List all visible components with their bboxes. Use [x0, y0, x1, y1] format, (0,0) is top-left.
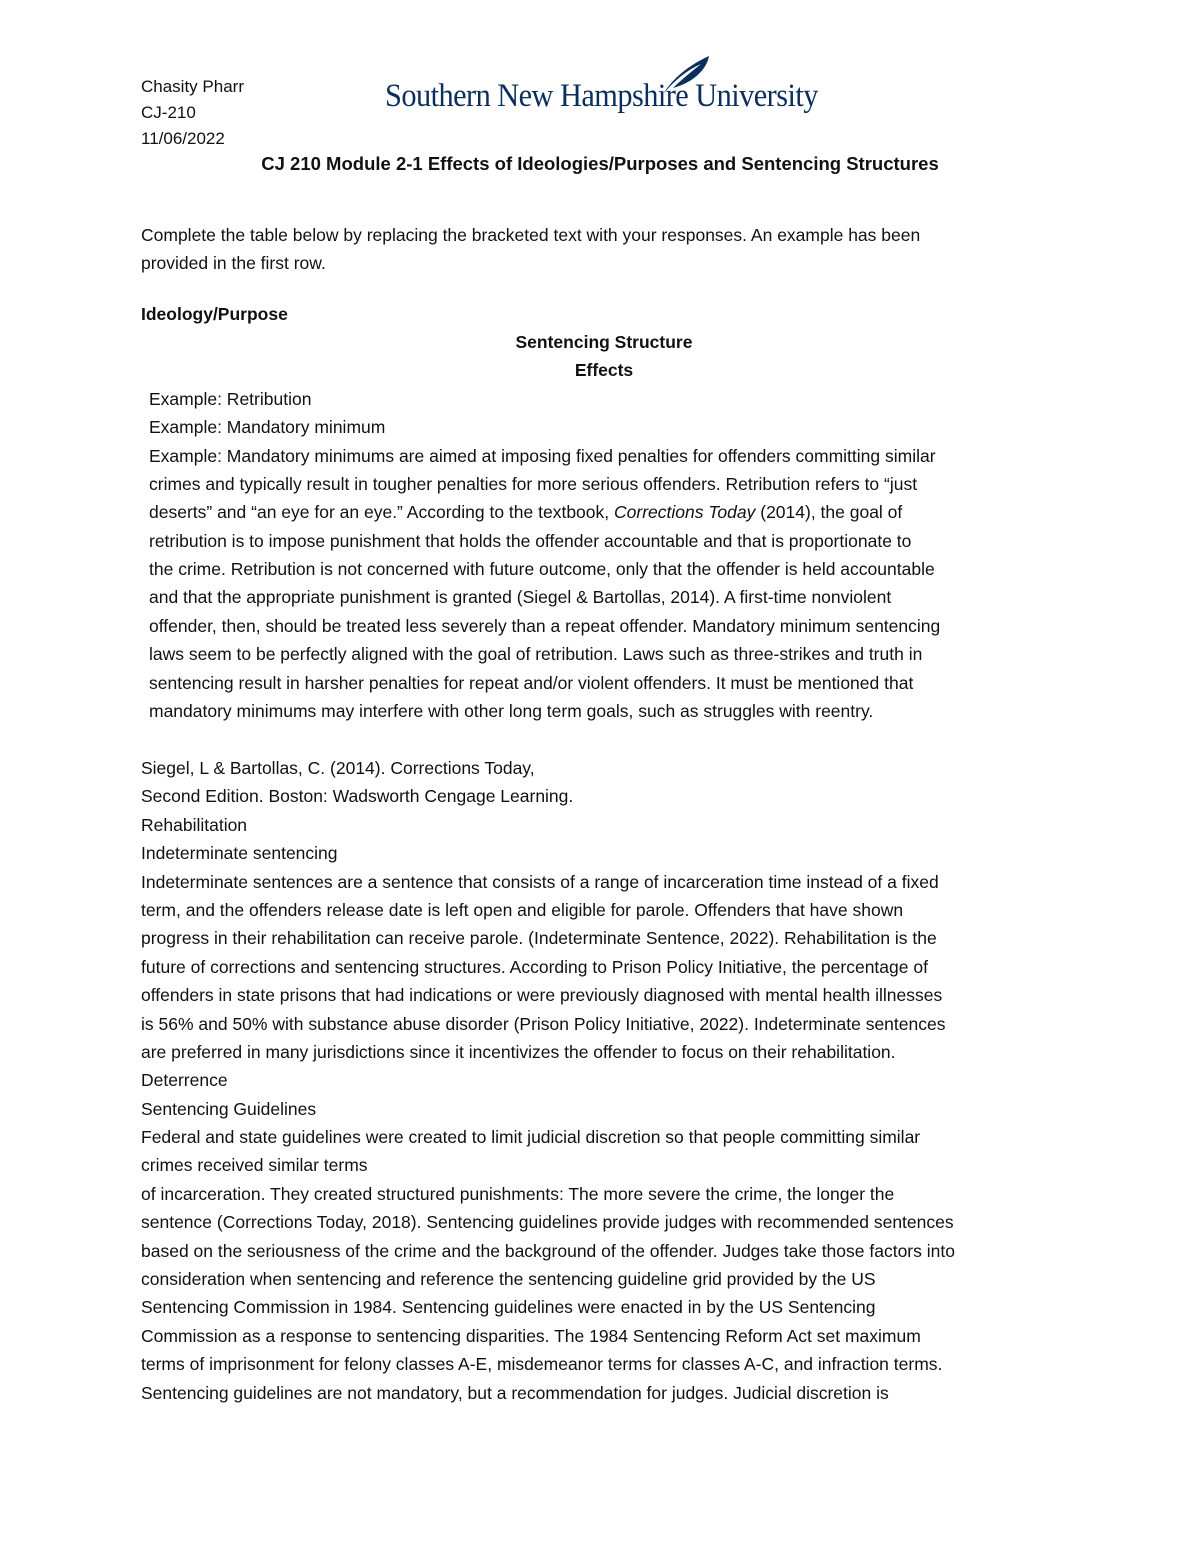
- example-effects-line: the crime. Retribution is not concerned with future outcome, only that the offender is held accountable: [149, 559, 935, 579]
- header-ideology: Ideology/Purpose: [141, 304, 288, 324]
- example-effects-line: and that the appropriate punishment is granted (Siegel & Bartollas, 2014). A first-time nonviolent: [149, 587, 892, 607]
- rehabilitation-structure: Indeterminate sentencing: [141, 843, 338, 863]
- rehabilitation-effects-line: are preferred in many jurisdictions since it incentivizes the offender to focus on their rehabilitation.: [141, 1042, 896, 1062]
- deterrence-effects-line: of incarceration. They created structured punishments: The more severe the crime, the longer the: [141, 1184, 895, 1204]
- rehabilitation-effects-line: offenders in state prisons that had indications or were previously diagnosed with mental health illnesses: [141, 985, 943, 1005]
- logo-wordmark: Southern New Hampshire University: [385, 78, 818, 114]
- example-effects-line: crimes and typically result in tougher penalties for more serious offenders. Retribution refers to “just: [149, 474, 918, 494]
- deterrence-effects-line: Sentencing Commission in 1984. Sentencing guidelines were enacted in by the US Sentencing: [141, 1297, 876, 1317]
- example-effects-line: deserts” and “an eye for an eye.” According to the textbook, Corrections Today (2014), the goal of: [149, 502, 903, 522]
- deterrence-effects-line: Commission as a response to sentencing disparities. The 1984 Sentencing Reform Act set maximum: [141, 1326, 921, 1346]
- deterrence-effects-line: terms of imprisonment for felony classes A-E, misdemeanor terms for classes A-C, and infraction terms.: [141, 1354, 943, 1374]
- header-effects: Effects: [574, 360, 634, 380]
- submission-date: 11/06/2022: [141, 129, 225, 148]
- example-effects-line: mandatory minimums may interfere with other long term goals, such as struggles with reentry.: [149, 701, 874, 721]
- deterrence-effects-line: sentence (Corrections Today, 2018). Sentencing guidelines provide judges with recommended sentences: [141, 1212, 954, 1232]
- university-logo: [385, 52, 825, 124]
- page-title: CJ 210 Module 2-1 Effects of Ideologies/Purposes and Sentencing Structures: [261, 153, 939, 174]
- author-name: Chasity Pharr: [141, 77, 244, 96]
- example-effects-line: laws seem to be perfectly aligned with the goal of retribution. Laws such as three-strikes and truth in: [149, 644, 923, 664]
- rehabilitation-effects-line: is 56% and 50% with substance abuse disorder (Prison Policy Initiative, 2022). Indeterminate sentences: [141, 1014, 946, 1034]
- reference-line: Siegel, L & Bartollas, C. (2014). Corrections Today,: [141, 758, 535, 778]
- rehabilitation-ideology: Rehabilitation: [141, 815, 248, 835]
- header-structure: Sentencing Structure: [515, 332, 693, 352]
- italic-book-title: Corrections Today: [614, 502, 756, 522]
- deterrence-effects-line: based on the seriousness of the crime and the background of the offender. Judges take those factors into: [141, 1241, 955, 1261]
- rehabilitation-effects-line: term, and the offenders release date is left open and eligible for parole. Offenders that have shown: [141, 900, 904, 920]
- reference-line: Second Edition. Boston: Wadsworth Cengage Learning.: [141, 786, 574, 806]
- example-effects-line: retribution is to impose punishment that holds the offender accountable and that is proportionate to: [149, 531, 912, 551]
- deterrence-effects-line: Sentencing guidelines are not mandatory, but a recommendation for judges. Judicial discretion is: [141, 1383, 889, 1403]
- example-ideology: Example: Retribution: [149, 389, 312, 409]
- rehabilitation-effects-line: Indeterminate sentences are a sentence that consists of a range of incarceration time instead of a fixed: [141, 872, 939, 892]
- deterrence-effects-line: crimes received similar terms: [141, 1155, 368, 1175]
- instructions-line: Complete the table below by replacing the bracketed text with your responses. An example has been: [141, 225, 921, 245]
- example-effects-line: sentencing result in harsher penalties for repeat and/or violent offenders. It must be mentioned that: [149, 673, 914, 693]
- example-effects-line: offender, then, should be treated less severely than a repeat offender. Mandatory minimum sentencing: [149, 616, 941, 636]
- course-code: CJ-210: [141, 103, 196, 122]
- deterrence-ideology: Deterrence: [141, 1070, 228, 1090]
- example-effects-line: Example: Mandatory minimums are aimed at imposing fixed penalties for offenders committing similar: [149, 446, 936, 466]
- deterrence-effects-line: Federal and state guidelines were created to limit judicial discretion so that people committing similar: [141, 1127, 921, 1147]
- example-structure: Example: Mandatory minimum: [149, 417, 386, 437]
- rehabilitation-effects-line: future of corrections and sentencing structures. According to Prison Policy Initiative, the percentage of: [141, 957, 928, 977]
- author-header: [141, 74, 244, 152]
- deterrence-structure: Sentencing Guidelines: [141, 1099, 317, 1119]
- deterrence-effects-line: consideration when sentencing and reference the sentencing guideline grid provided by the US: [141, 1269, 876, 1289]
- instructions-line: provided in the first row.: [141, 253, 326, 273]
- rehabilitation-effects-line: progress in their rehabilitation can receive parole. (Indeterminate Sentence, 2022). Rehabilitation is the: [141, 928, 937, 948]
